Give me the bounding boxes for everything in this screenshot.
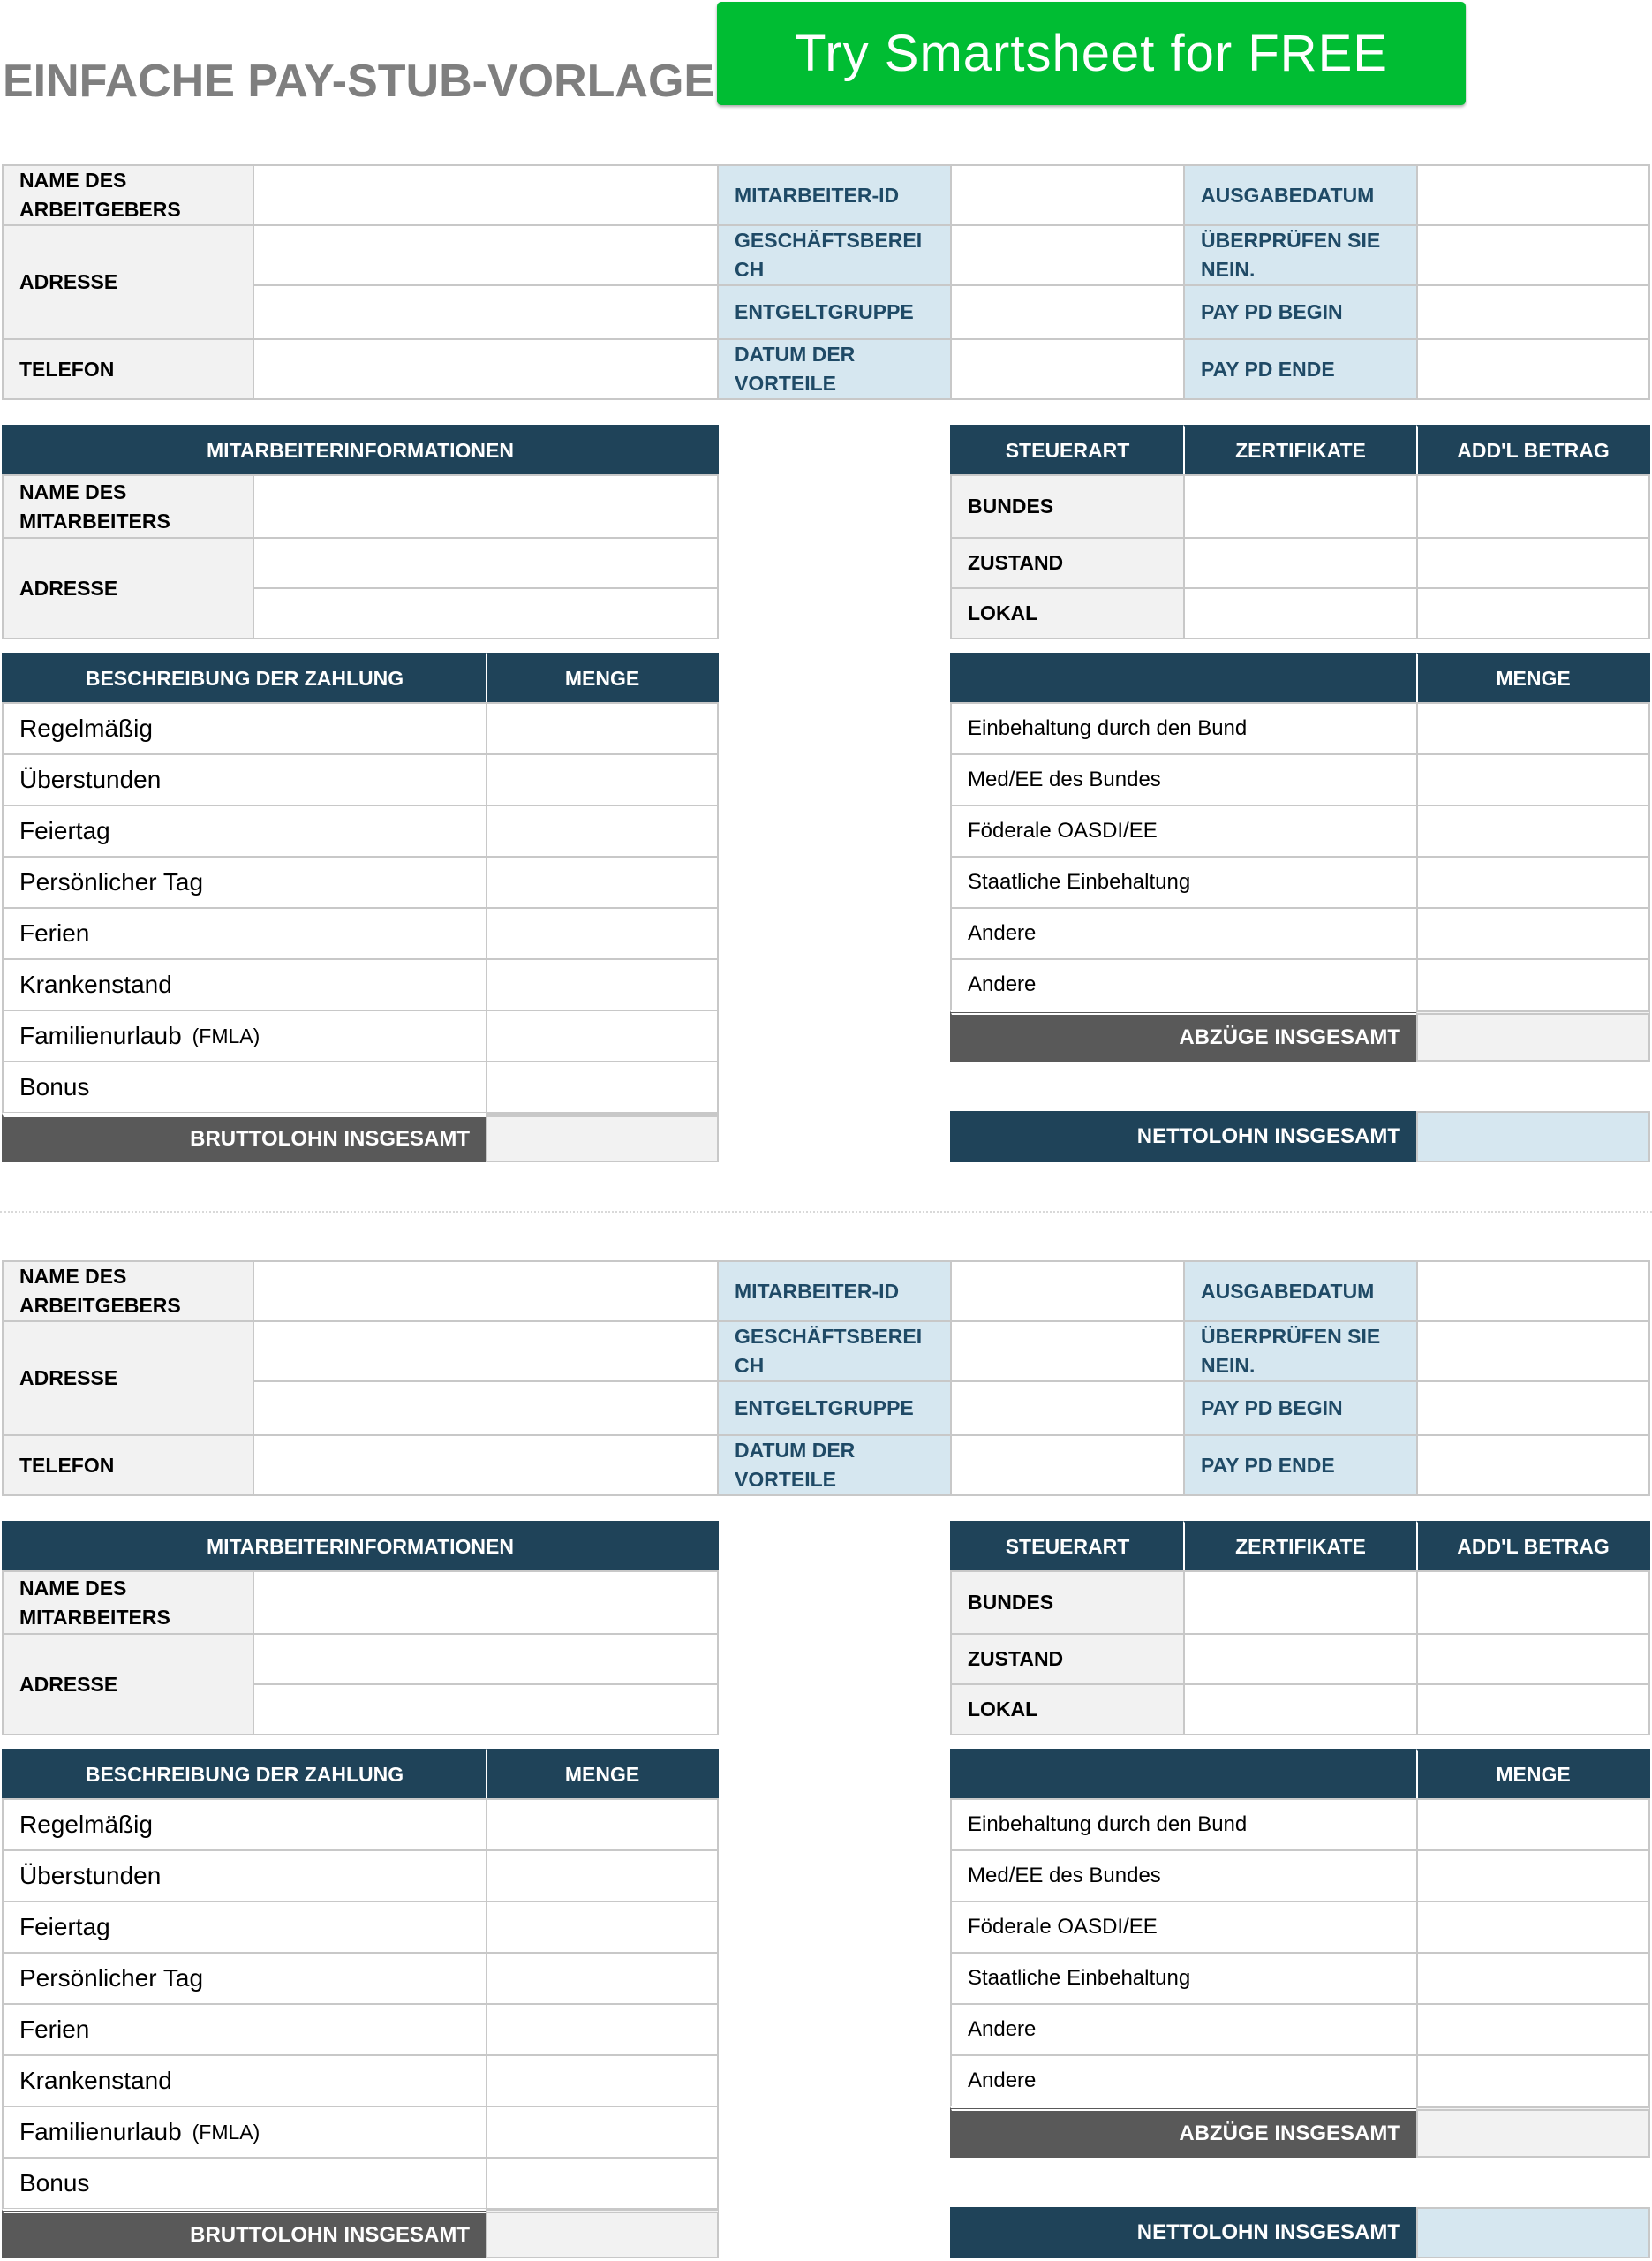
page-title: EINFACHE PAY-STUB-VORLAGE bbox=[3, 56, 715, 107]
earnings-amount-header: MENGE bbox=[486, 1749, 719, 1800]
earnings-amount-field[interactable] bbox=[486, 2054, 719, 2107]
deduction-row-label: Andere bbox=[950, 958, 1418, 1011]
employee-name-label: NAME DES MITARBEITERS bbox=[2, 474, 254, 539]
deduction-amount-field[interactable] bbox=[1416, 1849, 1650, 1902]
earnings-row-text: Feiertag bbox=[19, 817, 110, 844]
earnings-row-text: Familienurlaub bbox=[19, 2118, 182, 2145]
tax-type-header: STEUERART bbox=[950, 1521, 1185, 1572]
earnings-row-label bbox=[2, 958, 487, 1011]
earnings-row-text: Persönlicher Tag bbox=[19, 1964, 204, 1992]
pay-period-end-label: PAY PD ENDE bbox=[1183, 1434, 1418, 1496]
tax-federal-amount-field[interactable] bbox=[1416, 474, 1650, 539]
earnings-row-text: Bonus bbox=[19, 2169, 90, 2197]
earnings-description-header: BESCHREIBUNG DER ZAHLUNG bbox=[2, 1749, 487, 1800]
employee-address-line2-field[interactable] bbox=[253, 1683, 719, 1735]
pay-period-end-label: PAY PD ENDE bbox=[1183, 338, 1418, 400]
deductions-total-label: ABZÜGE INSGESAMT bbox=[950, 1010, 1418, 1062]
check-number-label: ÜBERPRÜFEN SIE NEIN. bbox=[1183, 224, 1418, 286]
tax-row-state-label: ZUSTAND bbox=[950, 1633, 1185, 1685]
deduction-row-label: Föderale OASDI/EE bbox=[950, 805, 1418, 858]
issue-date-label: AUSGABEDATUM bbox=[1183, 1260, 1418, 1322]
earnings-row-label bbox=[2, 1798, 487, 1851]
benefits-date-label: DATUM DER VORTEILE bbox=[717, 1434, 952, 1496]
employer-name-label: NAME DES ARBEITGEBERS bbox=[2, 164, 254, 226]
earnings-row-label bbox=[2, 2054, 487, 2107]
tax-row-federal-label: BUNDES bbox=[950, 1570, 1185, 1635]
issue-date-field[interactable] bbox=[1416, 164, 1650, 226]
earnings-row-label bbox=[2, 805, 487, 858]
earnings-row-text: Überstunden bbox=[19, 766, 162, 793]
additional-amount-header: ADD'L BETRAG bbox=[1416, 1521, 1650, 1572]
earnings-row-text: Krankenstand bbox=[19, 971, 172, 998]
earnings-amount-header: MENGE bbox=[486, 653, 719, 704]
deduction-row-label: Andere bbox=[950, 907, 1418, 960]
check-number-field[interactable] bbox=[1416, 224, 1650, 286]
tax-local-certificates-field[interactable] bbox=[1183, 1683, 1418, 1735]
check-number-field[interactable] bbox=[1416, 1320, 1650, 1382]
employer-phone-label: TELEFON bbox=[2, 338, 254, 400]
employee-info-header: MITARBEITERINFORMATIONEN bbox=[2, 425, 719, 476]
earnings-row-text: Feiertag bbox=[19, 1913, 110, 1940]
deduction-row-label: Andere bbox=[950, 2054, 1418, 2107]
earnings-amount-field[interactable] bbox=[486, 753, 719, 806]
earnings-row-label bbox=[2, 2106, 487, 2159]
employee-id-field[interactable] bbox=[950, 1260, 1185, 1322]
earnings-row-label bbox=[2, 907, 487, 960]
deduction-row-label: Med/EE des Bundes bbox=[950, 1849, 1418, 1902]
employee-address-line1-field[interactable] bbox=[253, 537, 719, 589]
tax-local-amount-field[interactable] bbox=[1416, 1683, 1650, 1735]
earnings-amount-field[interactable] bbox=[486, 958, 719, 1011]
employer-address-line1-field[interactable] bbox=[253, 1320, 719, 1382]
benefits-date-field[interactable] bbox=[950, 1434, 1185, 1496]
tax-state-amount-field[interactable] bbox=[1416, 537, 1650, 589]
pay-period-begin-field[interactable] bbox=[1416, 284, 1650, 340]
pay-group-field[interactable] bbox=[950, 284, 1185, 340]
gross-pay-total-label: BRUTTOLOHN INSGESAMT bbox=[2, 1113, 487, 1162]
employer-phone-field[interactable] bbox=[253, 338, 719, 400]
issue-date-label: AUSGABEDATUM bbox=[1183, 164, 1418, 226]
pay-period-begin-label: PAY PD BEGIN bbox=[1183, 1380, 1418, 1436]
check-number-label: ÜBERPRÜFEN SIE NEIN. bbox=[1183, 1320, 1418, 1382]
gross-pay-total-field[interactable] bbox=[486, 2209, 719, 2258]
pay-group-label: ENTGELTGRUPPE bbox=[717, 284, 952, 340]
deduction-amount-field[interactable] bbox=[1416, 1952, 1650, 2005]
employer-name-field[interactable] bbox=[253, 164, 719, 226]
earnings-row-text: Persönlicher Tag bbox=[19, 868, 204, 896]
benefits-date-field[interactable] bbox=[950, 338, 1185, 400]
department-label: GESCHÄFTSBEREICH bbox=[717, 224, 952, 286]
earnings-row-text: Ferien bbox=[19, 919, 90, 947]
deduction-row-label: Einbehaltung durch den Bund bbox=[950, 1798, 1418, 1851]
tax-row-federal-label: BUNDES bbox=[950, 474, 1185, 539]
deduction-amount-field[interactable] bbox=[1416, 856, 1650, 909]
tax-row-local-label: LOKAL bbox=[950, 587, 1185, 639]
deduction-amount-field[interactable] bbox=[1416, 907, 1650, 960]
department-field[interactable] bbox=[950, 224, 1185, 286]
tax-state-certificates-field[interactable] bbox=[1183, 537, 1418, 589]
earnings-amount-field[interactable] bbox=[486, 1952, 719, 2005]
net-pay-total-field[interactable] bbox=[1416, 2207, 1650, 2258]
tax-federal-certificates-field[interactable] bbox=[1183, 1570, 1418, 1635]
additional-amount-header: ADD'L BETRAG bbox=[1416, 425, 1650, 476]
earnings-amount-field[interactable] bbox=[486, 2157, 719, 2210]
earnings-description-header: BESCHREIBUNG DER ZAHLUNG bbox=[2, 653, 487, 704]
employee-name-field[interactable] bbox=[253, 1570, 719, 1635]
net-pay-total-label: NETTOLOHN INSGESAMT bbox=[950, 2207, 1418, 2258]
deductions-amount-header: MENGE bbox=[1416, 1749, 1650, 1800]
deductions-description-header bbox=[950, 653, 1418, 704]
earnings-row-label bbox=[2, 1901, 487, 1954]
employee-name-field[interactable] bbox=[253, 474, 719, 539]
earnings-amount-field[interactable] bbox=[486, 1798, 719, 1851]
employee-name-label: NAME DES MITARBEITERS bbox=[2, 1570, 254, 1635]
deduction-amount-field[interactable] bbox=[1416, 1798, 1650, 1851]
earnings-row-label bbox=[2, 1010, 487, 1062]
earnings-row-label bbox=[2, 856, 487, 909]
earnings-amount-field[interactable] bbox=[486, 805, 719, 858]
benefits-date-label: DATUM DER VORTEILE bbox=[717, 338, 952, 400]
department-field[interactable] bbox=[950, 1320, 1185, 1382]
earnings-amount-field[interactable] bbox=[486, 856, 719, 909]
employer-address-label: ADRESSE bbox=[2, 1320, 254, 1436]
deduction-row-label: Einbehaltung durch den Bund bbox=[950, 702, 1418, 755]
employee-id-field[interactable] bbox=[950, 164, 1185, 226]
deduction-amount-field[interactable] bbox=[1416, 753, 1650, 806]
gross-pay-total-label: BRUTTOLOHN INSGESAMT bbox=[2, 2209, 487, 2258]
deductions-total-field[interactable] bbox=[1416, 2106, 1650, 2158]
tax-local-amount-field[interactable] bbox=[1416, 587, 1650, 639]
employee-address-label: ADRESSE bbox=[2, 537, 254, 639]
earnings-amount-field[interactable] bbox=[486, 2106, 719, 2159]
certificates-header: ZERTIFIKATE bbox=[1183, 425, 1418, 476]
earnings-row-text: Bonus bbox=[19, 1073, 90, 1100]
employer-address-line2-field[interactable] bbox=[253, 284, 719, 340]
employer-name-label: NAME DES ARBEITGEBERS bbox=[2, 1260, 254, 1322]
earnings-row-label bbox=[2, 1952, 487, 2005]
fmla-note: (FMLA) bbox=[192, 1024, 260, 1047]
tax-state-certificates-field[interactable] bbox=[1183, 1633, 1418, 1685]
deductions-total-field[interactable] bbox=[1416, 1010, 1650, 1062]
earnings-amount-field[interactable] bbox=[486, 1010, 719, 1062]
deduction-row-label: Föderale OASDI/EE bbox=[950, 1901, 1418, 1954]
employer-phone-label: TELEFON bbox=[2, 1434, 254, 1496]
deduction-row-label: Staatliche Einbehaltung bbox=[950, 1952, 1418, 2005]
earnings-row-label bbox=[2, 2003, 487, 2056]
earnings-row-text: Familienurlaub bbox=[19, 1022, 182, 1049]
tax-federal-certificates-field[interactable] bbox=[1183, 474, 1418, 539]
fmla-note: (FMLA) bbox=[192, 2120, 260, 2144]
pay-period-end-field[interactable] bbox=[1416, 1434, 1650, 1496]
earnings-row-text: Regelmäßig bbox=[19, 715, 153, 742]
earnings-row-label bbox=[2, 753, 487, 806]
employer-address-line2-field[interactable] bbox=[253, 1380, 719, 1436]
deduction-amount-field[interactable] bbox=[1416, 2054, 1650, 2107]
employer-phone-field[interactable] bbox=[253, 1434, 719, 1496]
employer-address-label: ADRESSE bbox=[2, 224, 254, 340]
earnings-row-label bbox=[2, 1849, 487, 1902]
employee-id-label: MITARBEITER-ID bbox=[717, 164, 952, 226]
tax-federal-amount-field[interactable] bbox=[1416, 1570, 1650, 1635]
employee-id-label: MITARBEITER-ID bbox=[717, 1260, 952, 1322]
deduction-row-label: Staatliche Einbehaltung bbox=[950, 856, 1418, 909]
deductions-amount-header: MENGE bbox=[1416, 653, 1650, 704]
deduction-amount-field[interactable] bbox=[1416, 2003, 1650, 2056]
tax-local-certificates-field[interactable] bbox=[1183, 587, 1418, 639]
earnings-amount-field[interactable] bbox=[486, 1849, 719, 1902]
tax-row-local-label: LOKAL bbox=[950, 1683, 1185, 1735]
earnings-row-text: Überstunden bbox=[19, 1862, 162, 1889]
earnings-row-label bbox=[2, 702, 487, 755]
deductions-description-header bbox=[950, 1749, 1418, 1800]
earnings-amount-field[interactable] bbox=[486, 2003, 719, 2056]
employee-info-header: MITARBEITERINFORMATIONEN bbox=[2, 1521, 719, 1572]
earnings-amount-field[interactable] bbox=[486, 907, 719, 960]
employee-address-line2-field[interactable] bbox=[253, 587, 719, 639]
deduction-row-label: Med/EE des Bundes bbox=[950, 753, 1418, 806]
earnings-amount-field[interactable] bbox=[486, 1901, 719, 1954]
employee-address-label: ADRESSE bbox=[2, 1633, 254, 1735]
deduction-amount-field[interactable] bbox=[1416, 805, 1650, 858]
earnings-row-label bbox=[2, 2157, 487, 2210]
pay-group-label: ENTGELTGRUPPE bbox=[717, 1380, 952, 1436]
deduction-amount-field[interactable] bbox=[1416, 1901, 1650, 1954]
issue-date-field[interactable] bbox=[1416, 1260, 1650, 1322]
department-label: GESCHÄFTSBEREICH bbox=[717, 1320, 952, 1382]
deduction-row-label: Andere bbox=[950, 2003, 1418, 2056]
earnings-row-text: Ferien bbox=[19, 2015, 90, 2043]
deduction-amount-field[interactable] bbox=[1416, 702, 1650, 755]
net-pay-total-label: NETTOLOHN INSGESAMT bbox=[950, 1111, 1418, 1162]
tax-state-amount-field[interactable] bbox=[1416, 1633, 1650, 1685]
employee-address-line1-field[interactable] bbox=[253, 1633, 719, 1685]
tax-type-header: STEUERART bbox=[950, 425, 1185, 476]
certificates-header: ZERTIFIKATE bbox=[1183, 1521, 1418, 1572]
pay-period-begin-field[interactable] bbox=[1416, 1380, 1650, 1436]
tax-row-state-label: ZUSTAND bbox=[950, 537, 1185, 589]
employer-address-line1-field[interactable] bbox=[253, 224, 719, 286]
earnings-row-text: Regelmäßig bbox=[19, 1811, 153, 1838]
pay-group-field[interactable] bbox=[950, 1380, 1185, 1436]
earnings-amount-field[interactable] bbox=[486, 702, 719, 755]
employer-name-field[interactable] bbox=[253, 1260, 719, 1322]
deductions-total-label: ABZÜGE INSGESAMT bbox=[950, 2106, 1418, 2158]
pay-period-end-field[interactable] bbox=[1416, 338, 1650, 400]
pay-stub-2 bbox=[0, 1096, 1652, 2247]
deduction-amount-field[interactable] bbox=[1416, 958, 1650, 1011]
pay-period-begin-label: PAY PD BEGIN bbox=[1183, 284, 1418, 340]
try-smartsheet-button[interactable]: Try Smartsheet for FREE bbox=[717, 2, 1466, 105]
earnings-row-text: Krankenstand bbox=[19, 2067, 172, 2094]
